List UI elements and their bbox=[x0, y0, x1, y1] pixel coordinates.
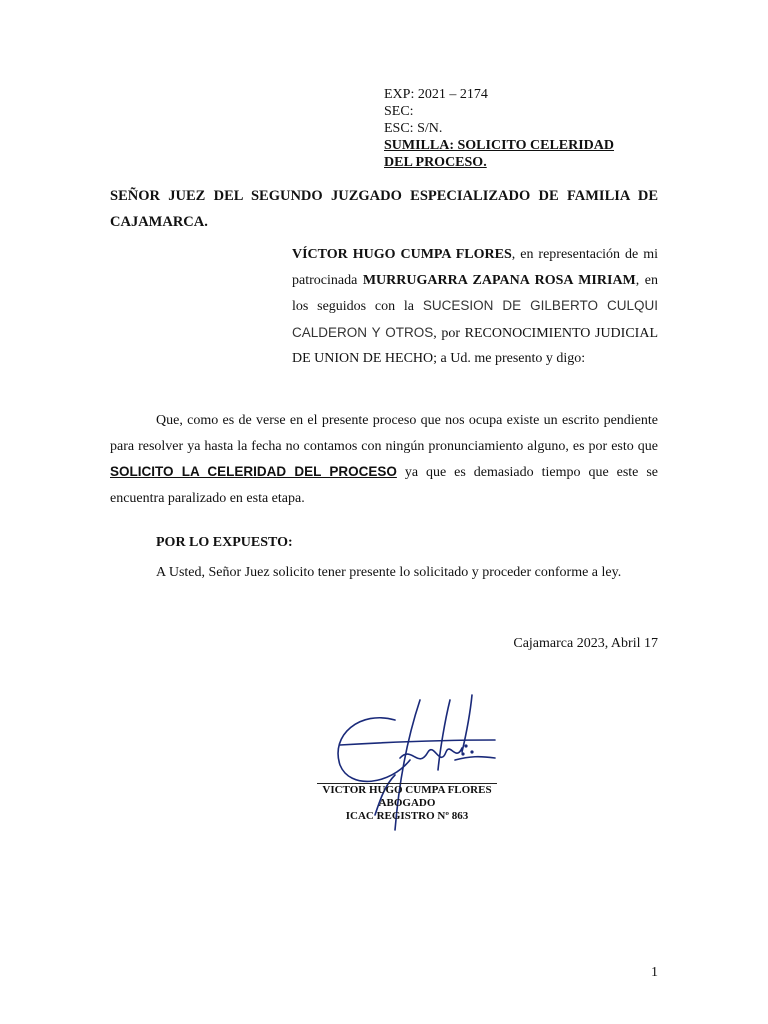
summary-line-1: SUMILLA: SOLICITO CELERIDAD bbox=[384, 138, 615, 153]
signer-title: ABOGADO bbox=[378, 797, 436, 809]
addressee: SEÑOR JUEZ DEL SEGUNDO JUZGADO ESPECIALIZADO DE FAMILIA DE CAJAMARCA. bbox=[110, 188, 658, 230]
case-header bbox=[384, 86, 614, 171]
case-number: EXP: 2021 – 2174 bbox=[384, 87, 488, 102]
secretary-line: SEC: bbox=[384, 104, 414, 119]
case-title: SUCESION DE GILBERTO CULQUI CALDERON Y OTROS bbox=[292, 298, 659, 340]
body-text-2: ya que es demasiado tiempo que este se encuentra paralizado en esta etapa. bbox=[110, 465, 658, 506]
intro-paragraph bbox=[292, 242, 658, 372]
request-paragraph: A Usted, Señor Juez solicito tener presente lo solicitado y proceder conforme a ley. bbox=[156, 565, 622, 580]
intro-text-3: , por RECONOCIMIENTO JUDICIAL DE UNION DE HECHO; a Ud. me presento y digo: bbox=[292, 325, 658, 366]
page-number: 1 bbox=[651, 965, 658, 980]
client-name: MURRUGARRA ZAPANA ROSA MIRIAM bbox=[362, 272, 636, 288]
intro-text-1: , en representación de mi patrocinada bbox=[292, 247, 658, 288]
signer-name: VICTOR HUGO CUMPA FLORES bbox=[322, 784, 492, 796]
intro-text-2: , en los seguidos con la bbox=[292, 272, 658, 314]
signer-registry: ICAC REGISTRO Nº 863 bbox=[345, 810, 469, 822]
request-highlight: SOLICITO LA CELERIDAD DEL PROCESO bbox=[110, 464, 397, 479]
date-line: Cajamarca 2023, Abril 17 bbox=[513, 636, 658, 651]
expuesto-heading: POR LO EXPUESTO: bbox=[156, 535, 293, 550]
body-text-1: Que, como es de verse en el presente proceso que nos ocupa existe un escrito pendiente para resolver ya hasta la fecha no contamos con ningún pronunciamiento alguno, es por esto que bbox=[110, 413, 658, 454]
body-paragraph bbox=[110, 408, 658, 511]
lawyer-name: VÍCTOR HUGO CUMPA FLORES bbox=[292, 247, 512, 262]
summary-line-2: DEL PROCESO. bbox=[384, 155, 487, 170]
writ-number: ESC: S/N. bbox=[384, 121, 443, 136]
signature-block bbox=[317, 784, 497, 823]
